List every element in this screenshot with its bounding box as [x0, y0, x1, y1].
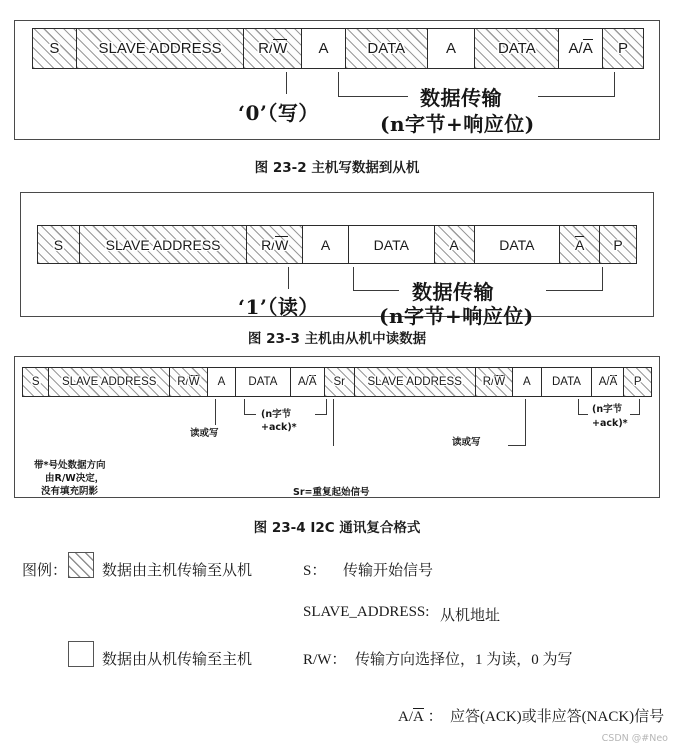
rw-label-combined-left: 读或写 — [190, 428, 219, 439]
frame-cell-a — [560, 226, 600, 263]
frame-cell-p — [624, 368, 650, 396]
ack-note-right-line1: (n字节 — [592, 404, 623, 415]
legend-label-slave-to-master: 数据由从机传输至主机 — [102, 652, 253, 668]
caption-23-4: 图 23-4 I2C 通讯复合格式 — [253, 520, 421, 536]
frame-cell-r-w — [170, 368, 208, 396]
frame-cell-label: A/A — [598, 376, 618, 388]
frame-cell-label: P — [613, 236, 623, 253]
data-transfer-sub-write: (n字节+响应位) — [380, 112, 535, 136]
rw-leader-line-write — [286, 72, 287, 94]
legend-label-master-to-slave: 数据由主机传输至从机 — [102, 563, 253, 579]
frame-cell-label: DATA — [367, 40, 406, 57]
legend-desc-s: 传输开始信号 — [343, 563, 434, 579]
frame-cell-label — [574, 237, 585, 253]
star-note-line3: 没有填充阴影 — [41, 486, 99, 497]
rw-value-write: ‘0’（写） — [238, 101, 319, 125]
i2c-frame-write — [32, 28, 644, 69]
frame-cell-label: A — [523, 376, 531, 388]
frame-cell-p — [600, 226, 636, 263]
data-transfer-bracket-right-write — [538, 72, 615, 97]
frame-cell-slave-address — [49, 368, 170, 396]
frame-cell-label: Sr — [333, 376, 346, 388]
overline-a: A — [609, 376, 618, 388]
legend-term-s: S： — [303, 563, 327, 579]
rw-leader-line-combined-left — [215, 399, 216, 425]
frame-cell-a — [435, 226, 475, 263]
rw-overline-group: R/W — [303, 652, 332, 668]
frame-cell-slave-address — [80, 226, 247, 263]
ack-note-left-line1: (n字节 — [261, 409, 292, 420]
data-transfer-title-read: 数据传输 — [412, 280, 494, 304]
frame-cell-slave-address — [355, 368, 476, 396]
ack-note-left-line2: +ack)* — [261, 422, 297, 433]
frame-cell-r-w — [244, 29, 302, 68]
frame-cell-label: DATA — [552, 376, 581, 388]
overline-a: A — [308, 376, 317, 388]
frame-cell-s — [23, 368, 49, 396]
overline-w: W — [275, 236, 289, 253]
frame-cell-s — [33, 29, 77, 68]
frame-cell-data — [475, 29, 559, 68]
frame-cell-label: S — [49, 40, 60, 57]
ack-bracket-right-combined — [315, 399, 327, 415]
frame-cell-data — [236, 368, 291, 396]
ack-bracket-left-combined-right — [578, 399, 588, 415]
frame-cell-r-w — [247, 226, 303, 263]
legend-desc-slave-address: 从机地址 — [440, 608, 501, 624]
data-transfer-sub-read: (n字节+响应位) — [379, 304, 534, 328]
frame-cell-label: A/A — [568, 40, 593, 57]
frame-cell-label: R/W — [261, 236, 289, 253]
frame-cell-label: R/W — [177, 376, 200, 388]
overline-w: W — [494, 376, 506, 388]
rw-value-read: ‘1’（读） — [238, 295, 319, 319]
legend-desc-rw: 传输方向选择位，1 为读，0 为写 — [355, 652, 573, 668]
data-transfer-bracket-right-read — [546, 267, 603, 291]
legend-term-rw-colon: ： — [331, 652, 347, 668]
legend-desc-a: 应答(ACK)或非应答(NACK)信号 — [450, 709, 665, 725]
frame-cell-p — [603, 29, 643, 68]
caption-23-3: 图 23-3 主机由从机中读数据 — [247, 331, 427, 347]
frame-cell-label: A/A — [297, 376, 317, 388]
frame-cell-a — [208, 368, 236, 396]
legend-title: 图例： — [22, 563, 68, 579]
frame-cell-label: DATA — [497, 40, 536, 57]
sr-note-combined: Sr=重复起始信号 — [293, 487, 370, 498]
frame-cell-label: A — [320, 236, 331, 253]
frame-cell-a — [428, 29, 476, 68]
frame-cell-label: P — [617, 40, 628, 57]
watermark: CSDN @#Neo — [601, 733, 668, 744]
frame-cell-data — [475, 226, 561, 263]
frame-cell-label: A — [449, 236, 459, 253]
data-transfer-title-write: 数据传输 — [420, 86, 502, 110]
frame-cell-label: R/W — [258, 40, 288, 57]
sr-leader-line-combined — [333, 399, 334, 446]
frame-cell-data — [542, 368, 593, 396]
overline-w: W — [188, 376, 200, 388]
frame-cell-sr — [325, 368, 355, 396]
ack-bracket-right-combined-right — [630, 399, 640, 415]
frame-cell-a-a — [559, 29, 603, 68]
frame-cell-label: SLAVE ADDRESS — [105, 236, 221, 253]
frame-cell-label: DATA — [248, 376, 278, 388]
rw-leader-line-combined-right — [525, 399, 526, 445]
rw-label-combined-right: 读或写 — [452, 437, 481, 448]
frame-cell-s — [38, 226, 80, 263]
frame-cell-label: S — [31, 376, 40, 388]
rw-leader-foot-combined-right — [508, 445, 526, 446]
rw-leader-line-read — [288, 267, 289, 289]
frame-cell-label: DATA — [373, 236, 409, 253]
legend-term-rw — [303, 648, 346, 669]
frame-cell-data — [349, 226, 435, 263]
frame-cell-label: A — [217, 376, 226, 388]
overline-w: W — [273, 40, 288, 57]
data-transfer-bracket-left-write — [338, 72, 408, 97]
frame-cell-r-w — [476, 368, 514, 396]
legend-swatch-master-to-slave — [68, 552, 94, 578]
frame-cell-data — [346, 29, 428, 68]
frame-cell-label: SLAVE ADDRESS — [98, 40, 222, 57]
data-transfer-bracket-left-read — [353, 267, 399, 291]
ack-bracket-left-combined — [244, 399, 256, 415]
frame-cell-label: A — [446, 40, 457, 57]
star-note-line1: 带*号处数据方向 — [34, 460, 106, 471]
frame-cell-a — [513, 368, 541, 396]
frame-cell-a — [303, 226, 349, 263]
frame-cell-a-a — [291, 368, 325, 396]
frame-cell-a-a — [592, 368, 624, 396]
legend-term-slave-address: SLAVE_ADDRESS: — [303, 604, 430, 620]
overline-a: A — [582, 40, 593, 57]
legend-term-a: A/A ： — [398, 709, 443, 725]
frame-cell-label: DATA — [499, 236, 535, 253]
frame-cell-a — [302, 29, 346, 68]
frame-cell-label: A — [318, 40, 329, 57]
legend-swatch-slave-to-master — [68, 641, 94, 667]
ack-note-right-line2: +ack)* — [592, 418, 628, 429]
star-note-line2: 由R/W决定， — [45, 473, 105, 484]
frame-cell-label: P — [633, 376, 642, 388]
i2c-frame-read — [37, 225, 637, 264]
frame-cell-label: SLAVE ADDRESS — [367, 376, 462, 388]
i2c-frame-combined — [22, 367, 652, 397]
frame-cell-slave-address — [77, 29, 244, 68]
frame-cell-label: S — [53, 236, 64, 253]
overline-a: A — [574, 236, 585, 253]
caption-23-2: 图 23-2 主机写数据到从机 — [254, 160, 420, 176]
frame-cell-label: SLAVE ADDRESS — [62, 376, 157, 388]
frame-cell-label: R/W — [482, 376, 506, 388]
